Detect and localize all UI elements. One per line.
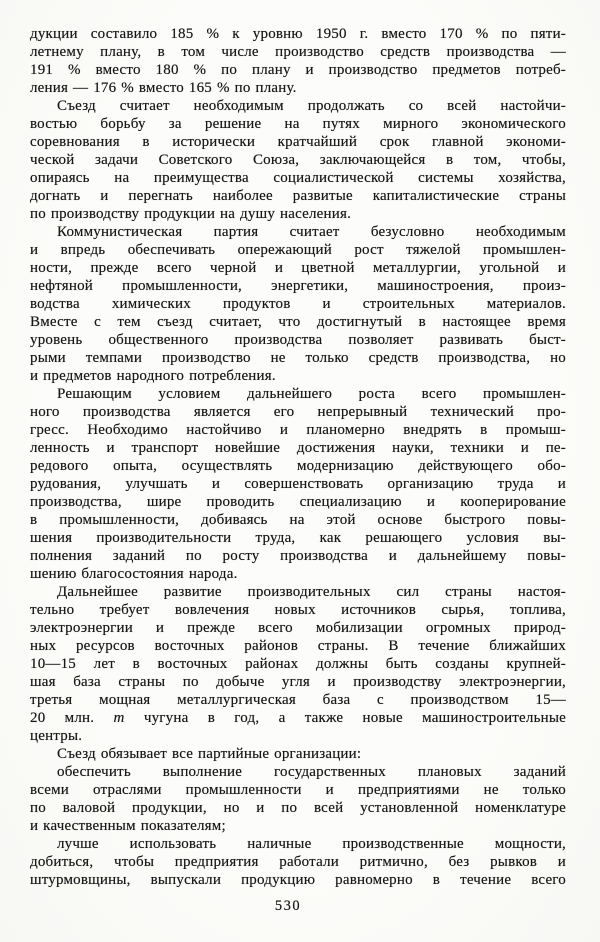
text-line: гресс. Необходимо настойчиво и планомерно внедрять в промыш- (30, 422, 566, 438)
text-line: ления — 176 % вместо 165 % по плану. (30, 80, 297, 96)
text-line: Дальнейшее развитие производительных сил страны настоя- (57, 584, 566, 600)
text-line: догнать и перегнать наиболее развитые капиталистические страны (30, 188, 566, 204)
text-line: полнения заданий по росту производства и дальнейшему повы- (30, 548, 566, 564)
text-line: Решающим условием дальнейшего роста всего промышлен- (57, 386, 566, 402)
text-line: шения производительности труда, как решающего условия вы- (30, 530, 566, 546)
text-line: и впредь обеспечивать опережающий рост тяжелой промышлен- (30, 242, 566, 258)
text-line: тельно требует вовлечения новых источников сырья, топлива, (30, 602, 566, 618)
body-text (30, 25, 566, 889)
text-line: ных ресурсов восточных районов страны. В течение ближайших (30, 638, 566, 654)
text-line: лучше использовать наличные производственные мощности, (57, 836, 566, 852)
text-line: 10—15 лет в восточных районах должны быть созданы крупней- (30, 656, 566, 672)
text-line: востью борьбу за решение на путях мирного экономического (30, 116, 566, 132)
text-line: всеми отраслями промышленности и предприятиями не только (30, 782, 566, 798)
text-line: соревнования в исторически кратчайший срок главной экономи- (30, 134, 566, 150)
text-line: и качественным показателям; (30, 818, 226, 834)
text-line: Съезд обязывает все партийные организации: (57, 746, 362, 762)
text-line: рудования, улучшать и совершенствовать организацию труда и (30, 476, 566, 492)
text-line: ленность и транспорт новейшие достижения науки, техники и пе- (30, 440, 566, 456)
text-line: шению благосостояния народа. (30, 566, 238, 582)
text-line: по производству продукции на душу населения. (30, 206, 352, 222)
text-line: электроэнергии и прежде всего мобилизации огромных природ- (30, 620, 566, 636)
text-line: в промышленности, добиваясь на этой основе быстрого повы- (30, 512, 566, 528)
text-line: добиться, чтобы предприятия работали ритмично, без рывков и (30, 854, 566, 870)
text-line: опираясь на преимущества социалистической системы хозяйства, (30, 170, 566, 186)
text-line: третья мощная металлургическая база с производством 15— (30, 692, 566, 708)
text-line: Коммунистическая партия считает безусловно необходимым (57, 224, 566, 240)
text-line: водства химических продуктов и строительных материалов. (30, 296, 566, 312)
text-line: штурмовщины, выпускали продукцию равномерно в течение всего (30, 872, 566, 888)
text-line: ности, прежде всего черной и цветной металлургии, угольной и (30, 260, 566, 276)
italic-ton-abbreviation: т (113, 710, 125, 726)
text-line: обеспечить выполнение государственных плановых заданий (57, 764, 566, 780)
text-line: редового опыта, осуществлять модернизацию действующего обо- (30, 458, 566, 474)
text-line: ческой задачи Советского Союза, заключающейся в том, чтобы, (30, 152, 566, 168)
text-line: производства, шире проводить специализацию и кооперирование (30, 494, 566, 510)
text-segment: 20 млн. (30, 710, 114, 726)
text-segment: чугуна в год, а также новые машиностроительные (124, 710, 567, 726)
text-line: Вместе с тем съезд считает, что достигнутый в настоящее время (30, 314, 566, 330)
text-line (30, 709, 566, 727)
text-line: дукции составило 185 % к уровню 1950 г. вместо 170 % по пяти- (30, 26, 566, 42)
text-line: нефтяной промышленности, энергетики, машиностроения, произ- (30, 278, 566, 294)
text-line: ного производства является его непрерывный технический про- (30, 404, 566, 420)
text-line: шая база страны по добыче угля и производству электроэнергии, (30, 674, 566, 690)
text-line: уровень общественного производства позволяет развивать быст- (30, 332, 566, 348)
text-line: центры. (30, 728, 83, 744)
page-number: 530 (274, 898, 302, 914)
text-line: летнему плану, в том числе производство средств производства — (30, 44, 566, 60)
text-line: рыми темпами производство не только средств производства, но (30, 350, 566, 366)
text-line: Съезд считает необходимым продолжать со всей настойчи- (57, 98, 566, 114)
text-line: и предметов народного потребления. (30, 368, 276, 384)
text-line: 191 % вместо 180 % по плану и производство предметов потреб- (30, 62, 566, 78)
text-line: по валовой продукции, но и по всей установленной номенклатуре (30, 800, 566, 816)
